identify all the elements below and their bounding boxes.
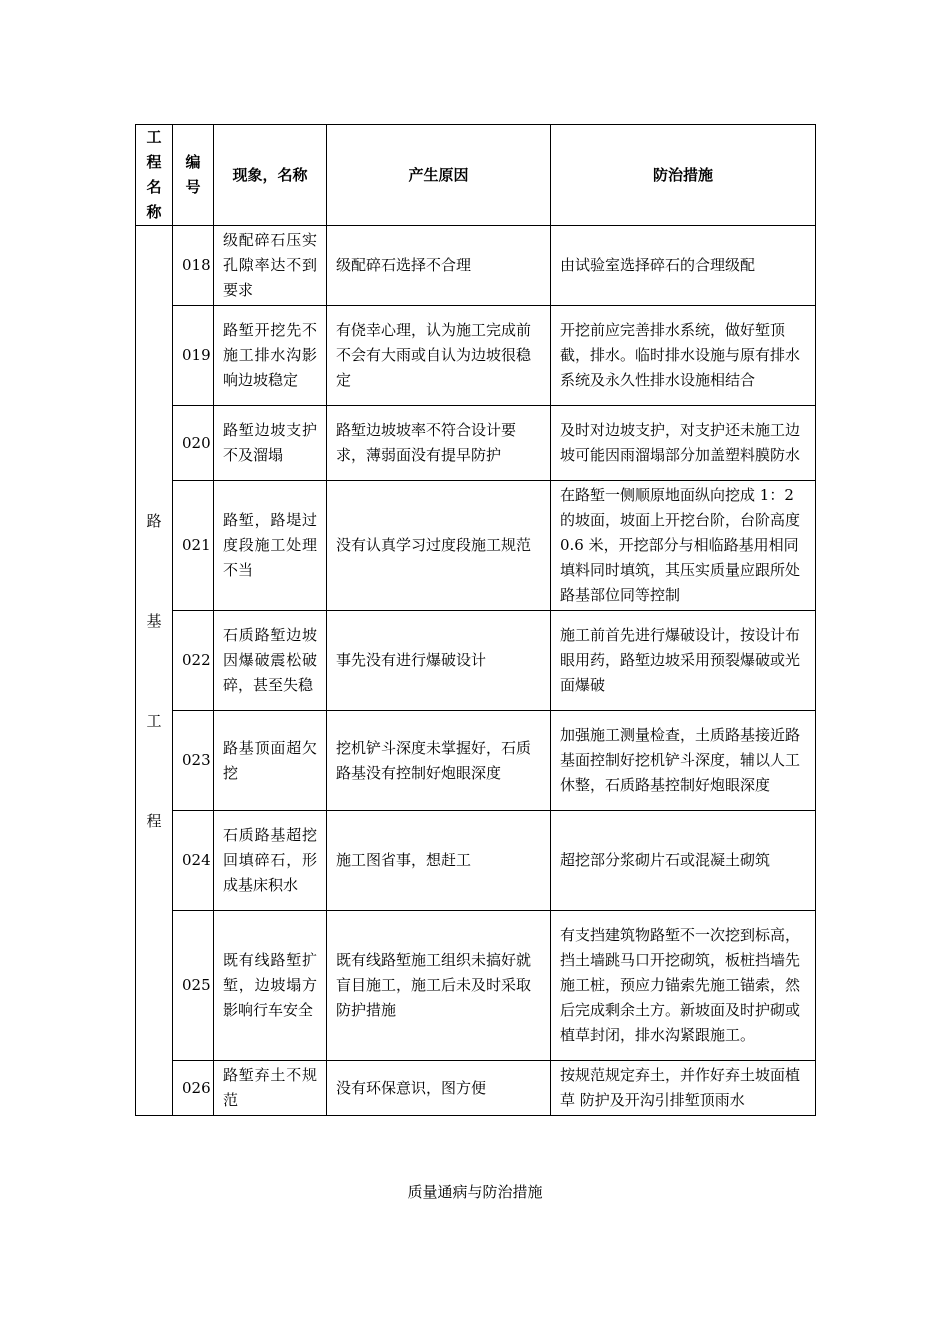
- table-row: [136, 711, 816, 811]
- table-row: [136, 226, 816, 306]
- header-project-text: [140, 125, 168, 225]
- project-name-text-char: 基: [146, 611, 162, 630]
- measures-cell: 开挖前应完善排水系统，做好堑顶截，排水。临时排水设施与原有排水系统及永久性排水设施相结合: [551, 306, 816, 406]
- measures-cell: 由试验室选择碎石的合理级配: [551, 226, 816, 306]
- header-measures: 防治措施: [551, 125, 816, 226]
- cause-cell: 有侥幸心理，认为施工完成前不会有大雨或自认为边坡很稳定: [327, 306, 551, 406]
- header-phenomenon: 现象，名称: [214, 125, 327, 226]
- measures-cell: 在路堑一侧顺原地面纵向挖成 1：2 的坡面，坡面上开挖台阶，台阶高度 0.6 米，开挖部分与相临路基用相同填料同时填筑，其压实质量应跟所处路基部位同等控制: [551, 481, 816, 611]
- phenomenon-cell: 级配碎石压实孔隙率达不到要求: [214, 226, 327, 306]
- cause-cell: 没有环保意识，图方便: [327, 1061, 551, 1116]
- cause-cell: 没有认真学习过度段施工规范: [327, 481, 551, 611]
- number-cell: 019: [173, 306, 214, 406]
- measures-cell: 加强施工测量检查，土质路基接近路基面控制好挖机铲斗深度，辅以人工休整，石质路基控制好炮眼深度: [551, 711, 816, 811]
- header-number-text: [177, 150, 209, 200]
- table-row: [136, 306, 816, 406]
- project-name-text: [145, 471, 163, 871]
- measures-cell: 按规范规定弃土，并作好弃土坡面植草 防护及开沟引排堑顶雨水: [551, 1061, 816, 1116]
- phenomenon-cell: 石质路基超挖回填碎石，形成基床积水: [214, 811, 327, 911]
- number-cell: 018: [173, 226, 214, 306]
- header-project-name: [136, 125, 173, 226]
- cause-cell: 路堑边坡坡率不符合设计要求，薄弱面没有提早防护: [327, 406, 551, 481]
- header-project-text-char: 程: [146, 153, 162, 171]
- number-cell: 020: [173, 406, 214, 481]
- phenomenon-cell: 路基顶面超欠挖: [214, 711, 327, 811]
- number-cell: 022: [173, 611, 214, 711]
- header-project-text-char: 称: [146, 203, 162, 221]
- phenomenon-cell: 既有线路堑扩堑，边坡塌方影响行车安全: [214, 911, 327, 1061]
- cause-cell: 挖机铲斗深度未掌握好，石质路基没有控制好炮眼深度: [327, 711, 551, 811]
- header-project-text-char: 工: [146, 128, 162, 146]
- measures-cell: 施工前首先进行爆破设计，按设计布眼用药，路堑边坡采用预裂爆破或光面爆破: [551, 611, 816, 711]
- quality-defects-table: [135, 124, 816, 1116]
- header-number-text-char: 编: [185, 153, 201, 171]
- table-row: [136, 911, 816, 1061]
- number-cell: 026: [173, 1061, 214, 1116]
- phenomenon-cell: 路堑边坡支护不及溜塌: [214, 406, 327, 481]
- project-name-text-char: 工: [146, 711, 162, 730]
- header-cause: 产生原因: [327, 125, 551, 226]
- phenomenon-cell: 路堑开挖先不施工排水沟影响边坡稳定: [214, 306, 327, 406]
- header-project-text-char: 名: [146, 178, 162, 196]
- cause-cell: 既有线路堑施工组织未搞好就盲目施工，施工后未及时采取防护措施: [327, 911, 551, 1061]
- number-cell: 024: [173, 811, 214, 911]
- cause-cell: 级配碎石选择不合理: [327, 226, 551, 306]
- cause-cell: 施工图省事，想赶工: [327, 811, 551, 911]
- table-row: [136, 481, 816, 611]
- phenomenon-cell: 石质路堑边坡因爆破震松破碎，甚至失稳: [214, 611, 327, 711]
- header-number: [173, 125, 214, 226]
- header-number-text-char: 号: [185, 178, 201, 196]
- table-row: [136, 1061, 816, 1116]
- project-name-text-char: 路: [146, 511, 162, 530]
- page-footer: 质量通病与防治措施: [407, 1183, 543, 1201]
- project-name-text-char: 程: [146, 811, 162, 830]
- table-row: [136, 406, 816, 481]
- number-cell: 023: [173, 711, 214, 811]
- phenomenon-cell: 路堑，路堤过度段施工处理不当: [214, 481, 327, 611]
- number-cell: 025: [173, 911, 214, 1061]
- cause-cell: 事先没有进行爆破设计: [327, 611, 551, 711]
- measures-cell: 有支挡建筑物路堑不一次挖到标高，挡土墙跳马口开挖砌筑，板桩挡墙先施工桩，预应力锚索先施工锚索，然后完成剩余土方。新坡面及时护砌或植草封闭，排水沟紧跟施工。: [551, 911, 816, 1061]
- measures-cell: 超挖部分浆砌片石或混凝土砌筑: [551, 811, 816, 911]
- table-header-row: [136, 125, 816, 226]
- project-name-cell: [136, 226, 173, 1116]
- phenomenon-cell: 路堑弃土不规范: [214, 1061, 327, 1116]
- table-row: [136, 611, 816, 711]
- table-row: [136, 811, 816, 911]
- number-cell: 021: [173, 481, 214, 611]
- measures-cell: 及时对边坡支护，对支护还未施工边坡可能因雨溜塌部分加盖塑料膜防水: [551, 406, 816, 481]
